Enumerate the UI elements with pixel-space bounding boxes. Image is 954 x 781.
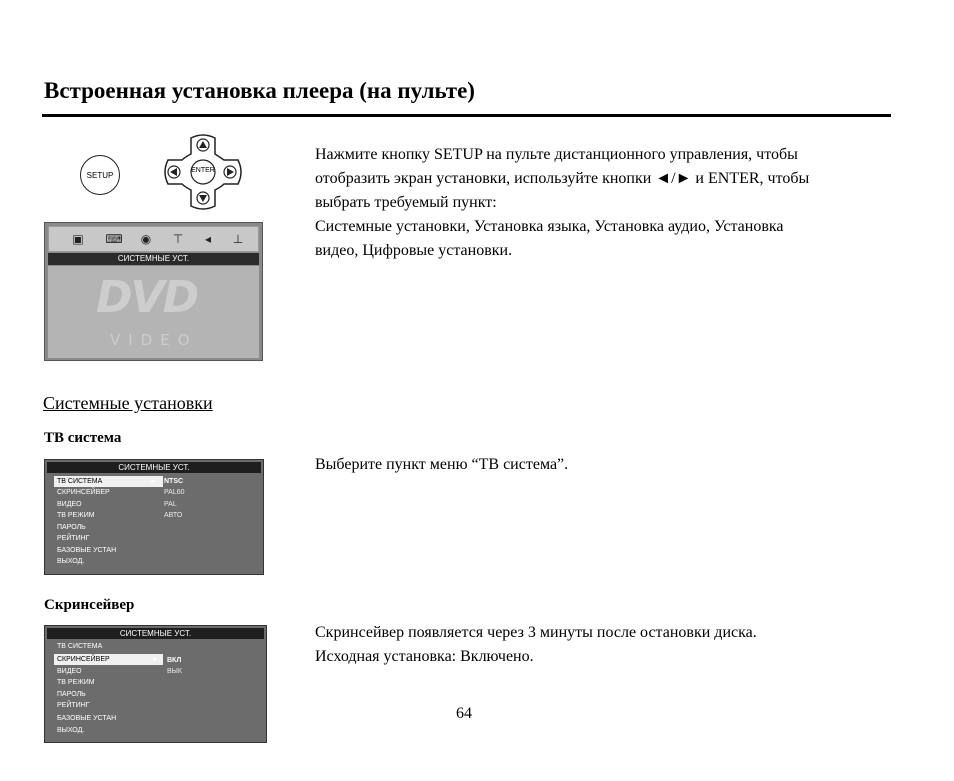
tv-system-text: Выберите пункт меню “ТВ система”. <box>315 456 569 473</box>
menu-item-video[interactable]: ВИДЕО <box>57 501 82 508</box>
tv-system-menu <box>44 459 264 575</box>
title-rule <box>42 114 891 117</box>
language-icon: ⌨ <box>105 232 123 246</box>
page-number: 64 <box>456 705 472 722</box>
setup-button-label: SETUP <box>86 170 114 180</box>
option-ntsc[interactable]: NTSC <box>164 478 184 485</box>
section-title: Системные установки <box>43 393 213 413</box>
intro-line: выбрать требуемый пункт: <box>315 194 497 211</box>
intro-line: видео, Цифровые установки. <box>315 242 513 259</box>
arrow-right-icon: ► <box>152 656 159 663</box>
menu-item-tv-mode[interactable]: ТВ РЕЖИМ <box>57 512 95 519</box>
screensaver-line: Скринсейвер появляется через 3 минуты после остановки диска. <box>315 624 757 641</box>
menu-item-rating[interactable]: РЕЙТИНГ <box>57 535 90 542</box>
menu-item-password[interactable]: ПАРОЛЬ <box>57 691 86 698</box>
audio-icon: ◉ <box>140 232 152 246</box>
intro-line: отобразить экран установки, используйте кнопки ◄/► и ENTER, чтобы <box>315 170 810 187</box>
video-icon: ⊤ <box>172 232 184 246</box>
digital-icon: ⊥ <box>232 232 244 246</box>
monitor-icon: ▣ <box>72 232 84 246</box>
enter-button-label: ENTER <box>191 167 215 174</box>
menu-header: СИСТЕМНЫЕ УСТ. <box>47 628 264 639</box>
screensaver-text <box>315 621 900 669</box>
menu-item-screensaver[interactable]: СКРИНСЕЙВЕР <box>54 654 163 665</box>
menu-item-rating[interactable]: РЕЙТИНГ <box>57 702 90 709</box>
option-auto[interactable]: АВТО <box>164 512 183 519</box>
menu-item-tv-mode[interactable]: ТВ РЕЖИМ <box>57 679 95 686</box>
setup-icon-bar <box>48 226 259 252</box>
menu-item-defaults[interactable]: БАЗОВЫЕ УСТАН <box>57 547 117 554</box>
speaker-icon: ◂ <box>204 232 212 246</box>
menu-item-exit[interactable]: ВЫХОД. <box>57 558 85 565</box>
setup-screen-header: СИСТЕМНЫЕ УСТ. <box>48 253 259 265</box>
setup-screen-body <box>48 266 259 358</box>
menu-item-tv-system[interactable]: ТВ СИСТЕМА <box>57 643 103 650</box>
screensaver-menu <box>44 625 267 743</box>
page-title: Встроенная установка плеера (на пульте) <box>44 78 475 103</box>
screensaver-heading: Скринсейвер <box>44 597 135 613</box>
screensaver-line: Исходная установка: Включено. <box>315 648 534 665</box>
setup-screen <box>44 222 263 361</box>
option-on[interactable]: ВКЛ <box>167 657 182 664</box>
option-pal60[interactable]: PAL60 <box>164 489 185 496</box>
setup-button <box>80 155 120 195</box>
menu-item-tv-system[interactable]: ТВ СИСТЕМА <box>54 476 163 487</box>
menu-item-defaults[interactable]: БАЗОВЫЕ УСТАН <box>57 715 117 722</box>
intro-line: Нажмите кнопку SETUP на пульте дистанционного управления, чтобы <box>315 146 798 163</box>
menu-item-video[interactable]: ВИДЕО <box>57 668 82 675</box>
tv-system-heading: ТВ система <box>44 430 122 446</box>
intro-line: Системные установки, Установка языка, Установка аудио, Установка <box>315 218 784 235</box>
dvd-logo-sub: VIDEO <box>110 331 198 349</box>
dvd-logo: DVD <box>96 272 198 323</box>
menu-header: СИСТЕМНЫЕ УСТ. <box>47 462 261 473</box>
menu-item-screensaver[interactable]: СКРИНСЕЙВЕР <box>57 489 110 496</box>
option-pal[interactable]: PAL <box>164 501 177 508</box>
arrow-right-icon: ► <box>150 478 157 485</box>
menu-item-password[interactable]: ПАРОЛЬ <box>57 524 86 531</box>
menu-item-exit[interactable]: ВЫХОД. <box>57 727 85 734</box>
option-off[interactable]: ВЫК <box>167 668 182 675</box>
intro-paragraph <box>315 143 900 263</box>
